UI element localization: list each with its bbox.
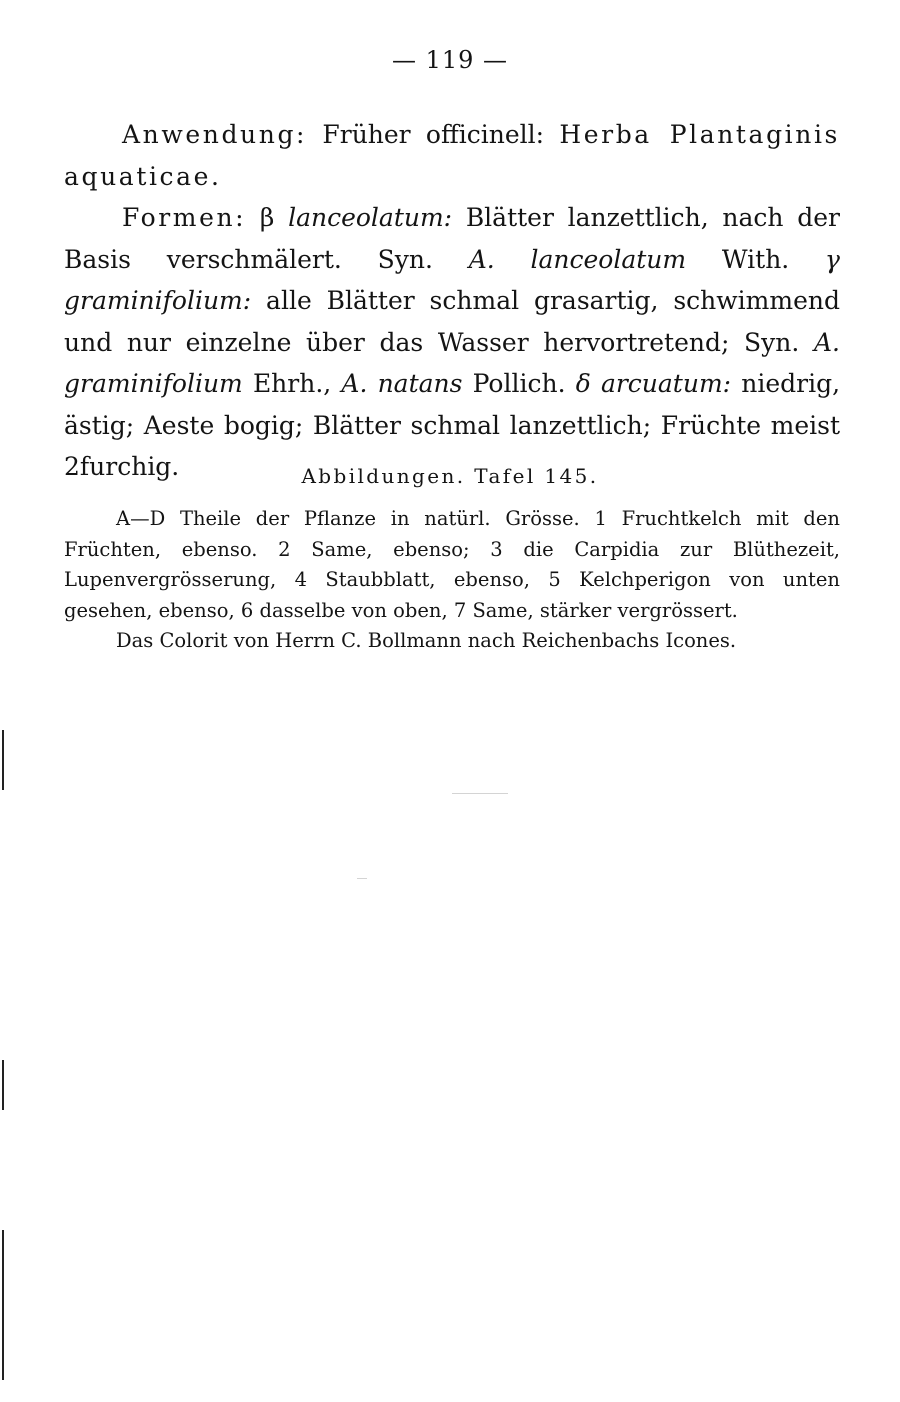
scan-speck: [452, 793, 508, 794]
delta-symbol: δ: [575, 369, 591, 398]
figures-caption: [64, 504, 840, 657]
delta-description: niedrig, ästig; Aeste bogig; Blätter schmal lanzettlich; Früchte meist 2furchig.: [64, 369, 841, 481]
forms-paragraph: [64, 197, 840, 488]
beta-synonym: A. lanceolatum: [468, 244, 687, 274]
delta-name: arcuatum:: [600, 369, 732, 398]
gamma-synonym-2: A. natans: [341, 369, 463, 398]
gamma-synonym-1: A. graminifolium: [64, 327, 841, 398]
binding-edge-mark-bottom: [2, 1230, 4, 1380]
scan-speck: [357, 878, 367, 879]
gamma-author-1: Ehrh.,: [252, 369, 332, 398]
binding-edge-mark-middle: [2, 1060, 4, 1110]
beta-name: lanceolatum:: [288, 203, 453, 232]
usage-paragraph: [64, 114, 840, 197]
beta-description: Blätter lanzettlich, nach der Basis verschmälert. Syn.: [64, 203, 840, 274]
usage-herb: Herba Plantaginis aquaticae.: [64, 120, 840, 191]
beta-symbol: β: [259, 203, 275, 232]
gamma-author-2: Pollich.: [472, 369, 566, 398]
figures-credit: Das Colorit von Herrn C. Bollmann nach Reichenbachs Icones.: [116, 629, 737, 652]
forms-label: Formen:: [122, 203, 247, 232]
usage-text: Früher officinell:: [322, 120, 545, 149]
beta-author: With.: [721, 244, 790, 274]
main-text: [64, 114, 840, 488]
page-number: — 119 —: [391, 46, 509, 74]
gamma-name: graminifolium:: [64, 286, 252, 315]
binding-edge-mark-top: [2, 730, 4, 790]
figures-caption-text: A—D Theile der Pflanze in natürl. Grösse. 1 Fruchtkelch mit den Früchten, ebenso. 2 Same, ebenso; 3 die Carpidia zur Blüthezeit, Lupenvergrösserung, 4 Staubblatt, ebenso, 5 Kelchperigon von unten gesehen, ebenso, 6 dasselbe von oben, 7 Same, stärker vergrössert.: [64, 507, 840, 622]
usage-label: Anwendung:: [122, 120, 308, 149]
figures-heading: Abbildungen. Tafel 145.: [301, 464, 599, 488]
gamma-description: alle Blätter schmal grasartig, schwimmend und nur einzelne über das Wasser hervortretend; Syn.: [64, 286, 840, 357]
gamma-symbol: γ: [825, 244, 840, 274]
